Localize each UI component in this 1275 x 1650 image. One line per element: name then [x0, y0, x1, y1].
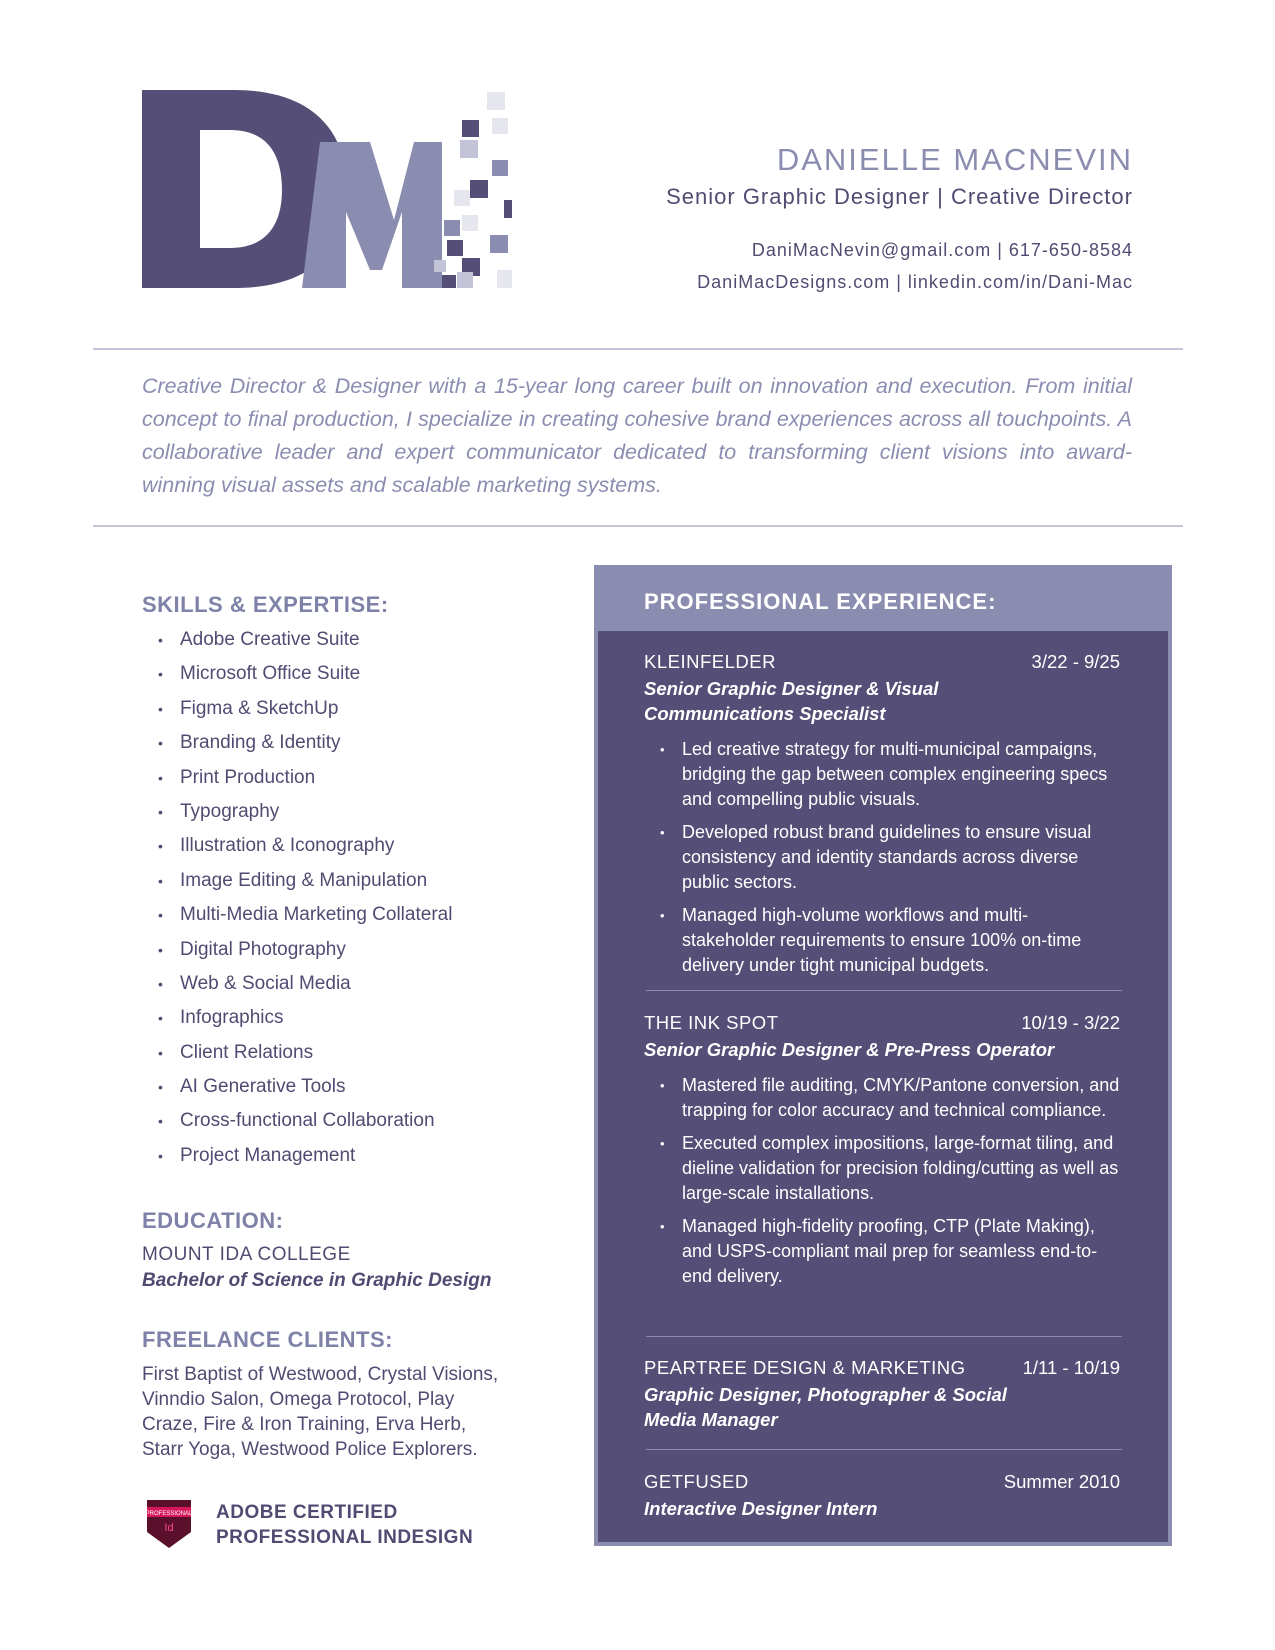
- experience-header-bar: [598, 569, 1168, 631]
- skill-item: • Cross-functional Collaboration: [158, 1107, 452, 1141]
- skill-item: • Branding & Identity: [158, 729, 452, 763]
- freelance-clients-text: First Baptist of Westwood, Crystal Visions, Vinndio Salon, Omega Protocol, Play Craze, Fire & Iron Training, Erva Herb, Starr Yoga, Westwood Police Explorers.: [142, 1364, 499, 1460]
- education-school: MOUNT IDA COLLEGE: [142, 1244, 351, 1265]
- experience-heading: PROFESSIONAL EXPERIENCE:: [644, 589, 997, 614]
- certification-line2: PROFESSIONAL INDESIGN: [216, 1527, 474, 1548]
- skills-list: [158, 626, 452, 1176]
- job-bullet: • Mastered file auditing, CMYK/Pantone conversion, and trapping for color accuracy and technical compliance.: [660, 1073, 1120, 1123]
- job-separator: [646, 1449, 1122, 1450]
- skill-item: • Digital Photography: [158, 936, 452, 970]
- job-separator: [646, 1336, 1122, 1337]
- job-bullet: • Led creative strategy for multi-municipal campaigns, bridging the gap between complex engineering specs and compelling public visuals.: [660, 737, 1120, 812]
- job-title: Graphic Designer, Photographer & Social Media Manager: [644, 1384, 1007, 1430]
- divider-bottom: [93, 525, 1183, 527]
- skill-item: • Infographics: [158, 1004, 452, 1038]
- professional-summary: Creative Director & Designer with a 15-year long career built on innovation and execution. From initial concept to final production, I specialize in creating cohesive brand experiences across all touchpoints. A collaborative leader and expert communicator dedicated to transforming client visions into award-winning visual assets and scalable marketing systems.: [142, 374, 1132, 497]
- job-dates: 10/19 - 3/22: [1021, 1012, 1120, 1033]
- experience-panel: [594, 565, 1172, 1546]
- freelance-heading: FREELANCE CLIENTS:: [142, 1327, 393, 1352]
- candidate-subtitle: Senior Graphic Designer | Creative Director: [666, 184, 1133, 209]
- skill-item: • Figma & SketchUp: [158, 695, 452, 729]
- job-entry-kleinfelder: [644, 651, 1120, 981]
- dm-logo: [142, 90, 512, 300]
- job-company: GETFUSED: [644, 1471, 749, 1492]
- job-company: THE INK SPOT: [644, 1012, 779, 1033]
- job-bullet: • Managed high-volume workflows and multi-stakeholder requirements to ensure 100% on-time delivery under tight municipal budgets.: [660, 903, 1120, 978]
- job-bullets: [660, 1073, 1120, 1297]
- job-company: PEARTREE DESIGN & MARKETING: [644, 1357, 966, 1378]
- contact-email-phone: DaniMacNevin@gmail.com | 617-650-8584: [751, 240, 1133, 260]
- adobe-indesign-badge-icon: [145, 1498, 193, 1550]
- badge-code: Id: [164, 1522, 174, 1534]
- skill-item: • Typography: [158, 798, 452, 832]
- skill-item: • Web & Social Media: [158, 970, 452, 1004]
- skill-item: • Adobe Creative Suite: [158, 626, 452, 660]
- contact-web-linkedin: DaniMacDesigns.com | linkedin.com/in/Dani-Mac: [697, 272, 1133, 292]
- job-entry-ink-spot: [644, 1012, 1120, 1322]
- skill-item: • Image Editing & Manipulation: [158, 867, 452, 901]
- skill-item: • Multi-Media Marketing Collateral: [158, 901, 452, 935]
- education-heading: EDUCATION:: [142, 1208, 284, 1233]
- education-degree: Bachelor of Science in Graphic Design: [142, 1270, 492, 1291]
- job-bullet: • Developed robust brand guidelines to ensure visual consistency and identity standards across diverse public sectors.: [660, 820, 1120, 895]
- job-title: Senior Graphic Designer & Pre-Press Operator: [644, 1039, 1055, 1060]
- skills-heading: SKILLS & EXPERTISE:: [142, 592, 389, 617]
- logo-letter-m: [302, 142, 442, 288]
- job-dates: Summer 2010: [1003, 1471, 1120, 1492]
- job-entry-peartree: [644, 1357, 1120, 1437]
- job-bullets: [660, 737, 1120, 986]
- job-title: Senior Graphic Designer & Visual Communications Specialist: [644, 678, 939, 724]
- job-bullet: • Managed high-fidelity proofing, CTP (Plate Making), and USPS-compliant mail prep for seamless end-to-end delivery.: [660, 1214, 1120, 1289]
- certification-line1: ADOBE CERTIFIED: [216, 1502, 398, 1523]
- job-dates: 3/22 - 9/25: [1031, 651, 1120, 672]
- job-separator: [646, 990, 1122, 991]
- job-bullet: • Executed complex impositions, large-format tiling, and dieline validation for precision folding/cutting as well as large-scale installations.: [660, 1131, 1120, 1206]
- candidate-name: DANIELLE MACNEVIN: [776, 142, 1133, 177]
- divider-top: [93, 348, 1183, 350]
- job-dates: 1/11 - 10/19: [1022, 1357, 1120, 1378]
- job-entry-getfused: [644, 1471, 1120, 1526]
- skill-item: • Microsoft Office Suite: [158, 660, 452, 694]
- skill-item: • Project Management: [158, 1142, 452, 1176]
- job-title: Interactive Designer Intern: [644, 1498, 878, 1519]
- skill-item: • AI Generative Tools: [158, 1073, 452, 1107]
- logo-pixels: [434, 92, 512, 288]
- skill-item: • Print Production: [158, 764, 452, 798]
- job-company: KLEINFELDER: [644, 651, 776, 672]
- skill-item: • Client Relations: [158, 1039, 452, 1073]
- certification-text: [216, 1500, 473, 1550]
- skill-item: • Illustration & Iconography: [158, 832, 452, 866]
- badge-label: PROFESSIONAL: [145, 1511, 193, 1517]
